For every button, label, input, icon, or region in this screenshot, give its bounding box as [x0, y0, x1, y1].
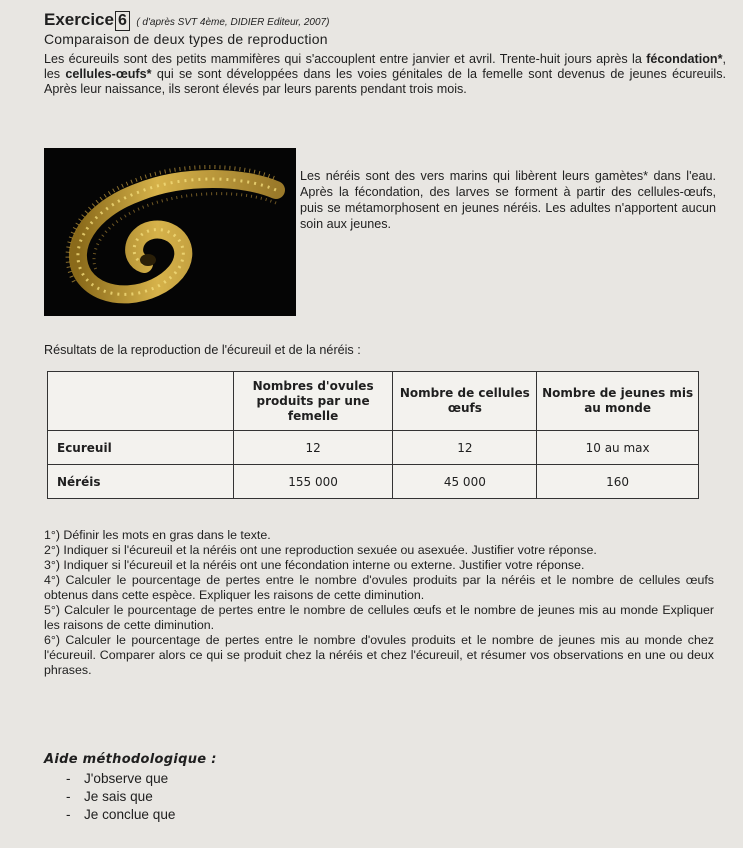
aide-item-text: Je conclue que: [84, 807, 176, 822]
dash-bullet-icon: -: [66, 807, 71, 822]
term-fecondation: fécondation*: [646, 52, 723, 66]
table-corner-cell: [48, 372, 234, 431]
question-5: 5°) Calculer le pourcentage de pertes entre le nombre de cellules œufs et le nombre de jeunes mis au monde Expliquer les raisons de cette diminution.: [44, 603, 714, 632]
term-cellules-oeufs: cellules-œufs*: [65, 67, 152, 81]
cell-ecureuil-ovules: 12: [233, 431, 393, 465]
table-row: [48, 465, 699, 499]
exercise-source: ( d'après SVT 4ème, DIDIER Editeur, 2007): [136, 17, 330, 28]
aide-methodologique-title: Aide méthodologique :: [44, 752, 217, 767]
exercise-header: [44, 10, 329, 31]
cell-nereis-ovules: 155 000: [233, 465, 393, 499]
cell-nereis-jeunes: 160: [537, 465, 699, 499]
nereis-worm-icon: [44, 148, 296, 316]
question-1: 1°) Définir les mots en gras dans le texte.: [44, 528, 271, 542]
row-label-ecureuil: Ecureuil: [48, 431, 234, 465]
intro-text-1: Les écureuils sont des petits mammifères qui s'accouplent entre janvier et avril. Trente-huit jours après la: [44, 52, 647, 66]
results-title: Résultats de la reproduction de l'écureuil et de la néréis :: [44, 343, 361, 357]
intro-text-3: qui se sont développées dans les voies génitales de la femelle sont devenus de jeunes écureuils. Après leur naissance, ils seront élevés par leurs parents pendant trois mois.: [44, 67, 726, 96]
cell-ecureuil-oeufs: 12: [393, 431, 537, 465]
intro-paragraph: [44, 52, 726, 97]
intro-text-2: , les: [44, 52, 726, 81]
exercise-number: 6: [115, 11, 130, 31]
list-item: [66, 788, 175, 806]
dash-bullet-icon: -: [66, 771, 71, 786]
question-3: 3°) Indiquer si l'écureuil et la néréis ont une fécondation interne ou externe. Justifier votre réponse.: [44, 558, 585, 572]
nereis-paragraph: Les néréis sont des vers marins qui libèrent leurs gamètes* dans l'eau. Après la fécondation, des larves se forment à partir des cellules-œufs, puis se métamorphosent en jeunes néréis. Les adultes n'apportent aucun soin aux jeunes.: [300, 169, 716, 231]
question-6: 6°) Calculer le pourcentage de pertes entre le nombre d'ovules produits et le nombre de jeunes mis au monde chez l'écureuil. Comparer alors ce qui se produit chez la néréis et chez l'écureuil, et résumer vos observations en une ou deux phrases.: [44, 633, 714, 677]
list-item: [66, 806, 175, 824]
question-4: 4°) Calculer le pourcentage de pertes entre le nombre d'ovules produits par la néréis et le nombre de cellules œufs obtenus dans cette espèce. Expliquer les raisons de cette diminution.: [44, 573, 714, 602]
exercise-subtitle: Comparaison de deux types de reproduction: [44, 31, 328, 47]
cell-nereis-oeufs: 45 000: [393, 465, 537, 499]
col-header-cellules-oeufs: Nombre de cellules œufs: [393, 372, 537, 431]
questions-list: [44, 528, 714, 678]
exercise-title: Exercice: [44, 10, 114, 29]
cell-ecureuil-jeunes: 10 au max: [537, 431, 699, 465]
table-row: [48, 431, 699, 465]
row-label-nereis: Néréis: [48, 465, 234, 499]
question-2: 2°) Indiquer si l'écureuil et la néréis ont une reproduction sexuée ou asexuée. Justifier votre réponse.: [44, 543, 597, 557]
results-table: [47, 371, 699, 499]
aide-item-text: J'observe que: [84, 771, 169, 786]
nereis-worm-photo: [44, 148, 296, 316]
aide-item-text: Je sais que: [84, 789, 153, 804]
col-header-ovules: Nombres d'ovules produits par une femelle: [233, 372, 393, 431]
col-header-jeunes: Nombre de jeunes mis au monde: [537, 372, 699, 431]
aide-list: [66, 770, 175, 824]
table-header-row: [48, 372, 699, 431]
list-item: [66, 770, 175, 788]
dash-bullet-icon: -: [66, 789, 71, 804]
